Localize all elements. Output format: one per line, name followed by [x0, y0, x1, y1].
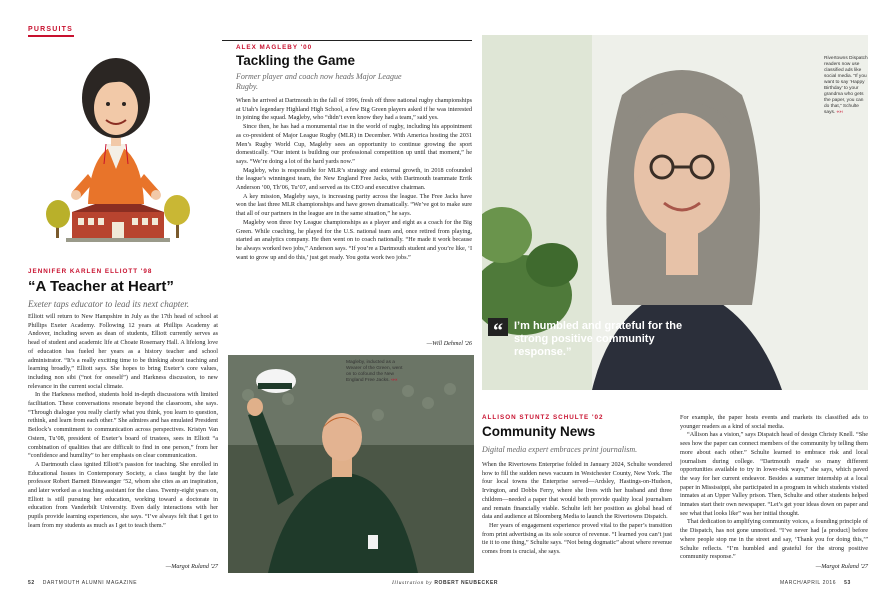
quote-icon: “ — [488, 318, 508, 336]
illustration-credit: Illustration by ROBERT NEUBECKER — [392, 580, 499, 586]
magleby-paragraph: When he arrived at Dartmouth in the fall of 1996, fresh off three national rugby championships at Utah’s legendary Highland High School, a few Big Green players asked if he was interested in joining the squad. Magleby, who “didn’t even know they had a team,” said yes. — [236, 97, 472, 122]
column-top-rule — [222, 40, 472, 41]
footer-left — [28, 580, 137, 586]
schulte-paragraph: That dedication to amplifying community voices, a founding principle of the Dispatch, has not gone unnoticed. “I’ve never had [a product] before where people stop me in the street and say, ‘Thank you for doing this,’” Schulte reflects. “I’m humbled and grateful for the strong positive community response.” — [680, 518, 868, 561]
elliott-dek: Exeter taps educator to lead its next chapter. — [28, 299, 189, 309]
helmet-icon — [256, 369, 296, 393]
page-number-left: 52 — [28, 580, 35, 586]
schulte-signature: —Margot Ruland '27 — [815, 563, 868, 570]
schulte-dek: Digital media expert embraces print journalism. — [482, 445, 638, 454]
section-rule — [28, 35, 74, 37]
elliott-paragraph: Elliott will return to New Hampshire in July as the 17th head of school at Phillips Exeter Academy. Following 12 years at Phillips Academy at Andover, including seven as dean of students, Elliott currently serves as head of student and academic life at Choate Rosemary Hall. A lifelong love of education has fueled her years as a history teacher and school administrator. “It’s a really exciting time to be thinking about teaching and learning broadly,” Elliott says. She hopes to bring Exeter’s core values, including non sibi (“not for oneself”) and Harkness discussion, to new relevance in the current social climate. — [28, 313, 218, 390]
elliott-body — [28, 313, 218, 565]
schulte-paragraph: Her years of engagement experience proved vital to the paper’s transition from print advertising as its sole source of revenue. “I learned you can’t just tie it to one thing,” Schulte says. “Not being dogmatic” about where revenue comes from is crucial, she says. — [482, 521, 672, 556]
elliott-kicker: JENNIFER KARLEN ELLIOTT '98 — [28, 268, 153, 275]
magleby-kicker: ALEX MAGLEBY '00 — [236, 44, 313, 51]
elliott-paragraph: In the Harkness method, students hold in-depth discussions with limited facilitation. These conversations resonate beyond the classroom, she says. “Through dialogue you really clarify what you think, you learn to question, rethink, and learn from each other.” She admires and has emulated President Beilock’s commitment to communication across perspectives. Kristyn Van Ostern, Tu’08, president of Exeter’s board of trustees, sees in Elliott “a combination of qualities that are difficult to find in one person,” from her “confidence and humility” to her emphasis on clear communication. — [28, 391, 218, 460]
magleby-signature: —Will Dehmel '26 — [426, 340, 472, 347]
magleby-paragraph: Magleby, who is responsible for MLR’s strategy and external growth, in 2018 cofounded the league’s winningest team, the New England Free Jacks, with Dartmouth teammate Errik Anderson ’00, Th’06, Tu’07, and served as its CEO and executive chairman. — [236, 166, 472, 192]
magleby-paragraph: A key mission, Magleby says, is increasing parity across the league. The Free Jacks have won the last three MLR championships and have grown dramatically. “We’ve got to make sure that all of our partners in the league are in the same situation,” he says. — [236, 192, 472, 218]
elliott-paragraph: A Dartmouth class ignited Elliott’s passion for teaching. She enrolled in Educational Issues in Contemporary Society, a class taught by the late professor Robert Barnett Binswanger ’52, whom she cites as an inspiration, and later worked as a teaching assistant for the class. Twenty-eight years on, Elliott is still pursuing her education, working toward a doctorate in education from Vanderbilt University. Even daily interactions with her pupils provide learning experiences, she says. “I’ve always felt that I get to learn from my students as much as I get to teach them.” — [28, 460, 218, 529]
caption-end-mark: ‹‹‹‹ — [391, 378, 398, 383]
magleby-paragraph: Since then, he has had a monumental rise in the world of rugby, including his appointment as co-president of Major League Rugby (MLR) in December. With America hosting the 2031 Men’s Rugby World Cup, Magleby sees an opportunity to continue growing the sport domestically. “Our intent is building our professional competition up until that moment,” he says. “We’re doing a lot of the hard yards now.” — [236, 123, 472, 165]
magleby-paragraph: Magleby won three Ivy League championships as a player and eight as a coach for the Big Green. While coaching, he played for the U.S. national team and, once retired from playing, started an analytics company. He then went on to coach nationally. “He made it work because he always worked two jobs,” Anderson says. “If you’re a Dartmouth student and you’re like, ‘I want to grow up and do this,’ just get ready. You gotta work two jobs.” — [236, 218, 472, 261]
magazine-name: DARTMOUTH ALUMNI MAGAZINE — [42, 580, 138, 586]
magleby-body — [236, 97, 472, 345]
elliott-caricature-icon — [71, 58, 161, 204]
magleby-dek: Former player and coach now heads Major League Rugby. — [236, 72, 402, 91]
issue-date: MARCH/APRIL 2016 — [780, 580, 837, 586]
schulte-photo-caption: Rivertowns Dispatch readers now use classified ads like social media. “If you want to say ‘Happy Birthday’ to your grandma who gets the paper, you can do that,” Schulte says. ‹‹‹‹ — [824, 56, 868, 115]
section-tag: PURSUITS — [28, 26, 73, 33]
elliott-headline: “A Teacher at Heart” — [28, 278, 174, 295]
page-number-right: 53 — [844, 580, 851, 586]
schulte-paragraph: When the Rivertowns Enterprise folded in January 2024, Schulte wondered how to fill the sudden news vacuum in Westchester County, New York. The four local towns the Enterprise served—Ardsley, Hastings-on-Hudson, Irvington, and Dobbs Ferry, where she lives with her husband and three children—needed a paper that would both provide quality local journalism and remain financially viable. Schulte left her position as global head of data and audience at Bloomberg Media to launch the Rivertowns Dispatch. — [482, 461, 672, 521]
schulte-kicker: ALLISON STUNTZ SCHULTE '02 — [482, 414, 604, 421]
elliott-signature: —Margot Ruland '27 — [165, 563, 218, 570]
schulte-paragraph: For example, the paper hosts events and markets its classified ads to younger readers as a kind of social media. — [680, 414, 868, 430]
schulte-paragraph: “Allison has a vision,” says Dispatch head of design Christy Knell. “She sees how the paper can connect members of the community by telling them more about each other.” Schulte learned to embrace risk and local journalism during college. “Dartmouth made so many different opportunities available to try in lower-risk ways,” she says, which paved the way for her current endeavor. Besides a summer internship at a local paper in Mississippi, she participated in a program in which students visited inmates at an Upper Valley prison. Then, Schulte and other students helped inmates start their own newspaper. “Let’s get your ideas down on paper and see what that looks like” was her initial thought. — [680, 431, 868, 517]
schulte-col1 — [482, 461, 672, 573]
schulte-col2 — [680, 414, 868, 564]
magleby-photo — [228, 355, 474, 573]
elliott-illustration — [36, 44, 196, 252]
magleby-photo-caption: Magleby, inducted as a Wearer of the Green, went on to cofound the New England Free Jacks. ‹‹‹‹ — [346, 360, 403, 383]
pull-quote: I’m humbled and grateful for the strong positive community response.” — [514, 320, 683, 358]
magleby-headline: Tackling the Game — [236, 53, 356, 68]
caption-end-mark: ‹‹‹‹ — [836, 110, 843, 115]
schulte-headline: Community News — [482, 424, 596, 439]
footer-right — [780, 580, 851, 586]
